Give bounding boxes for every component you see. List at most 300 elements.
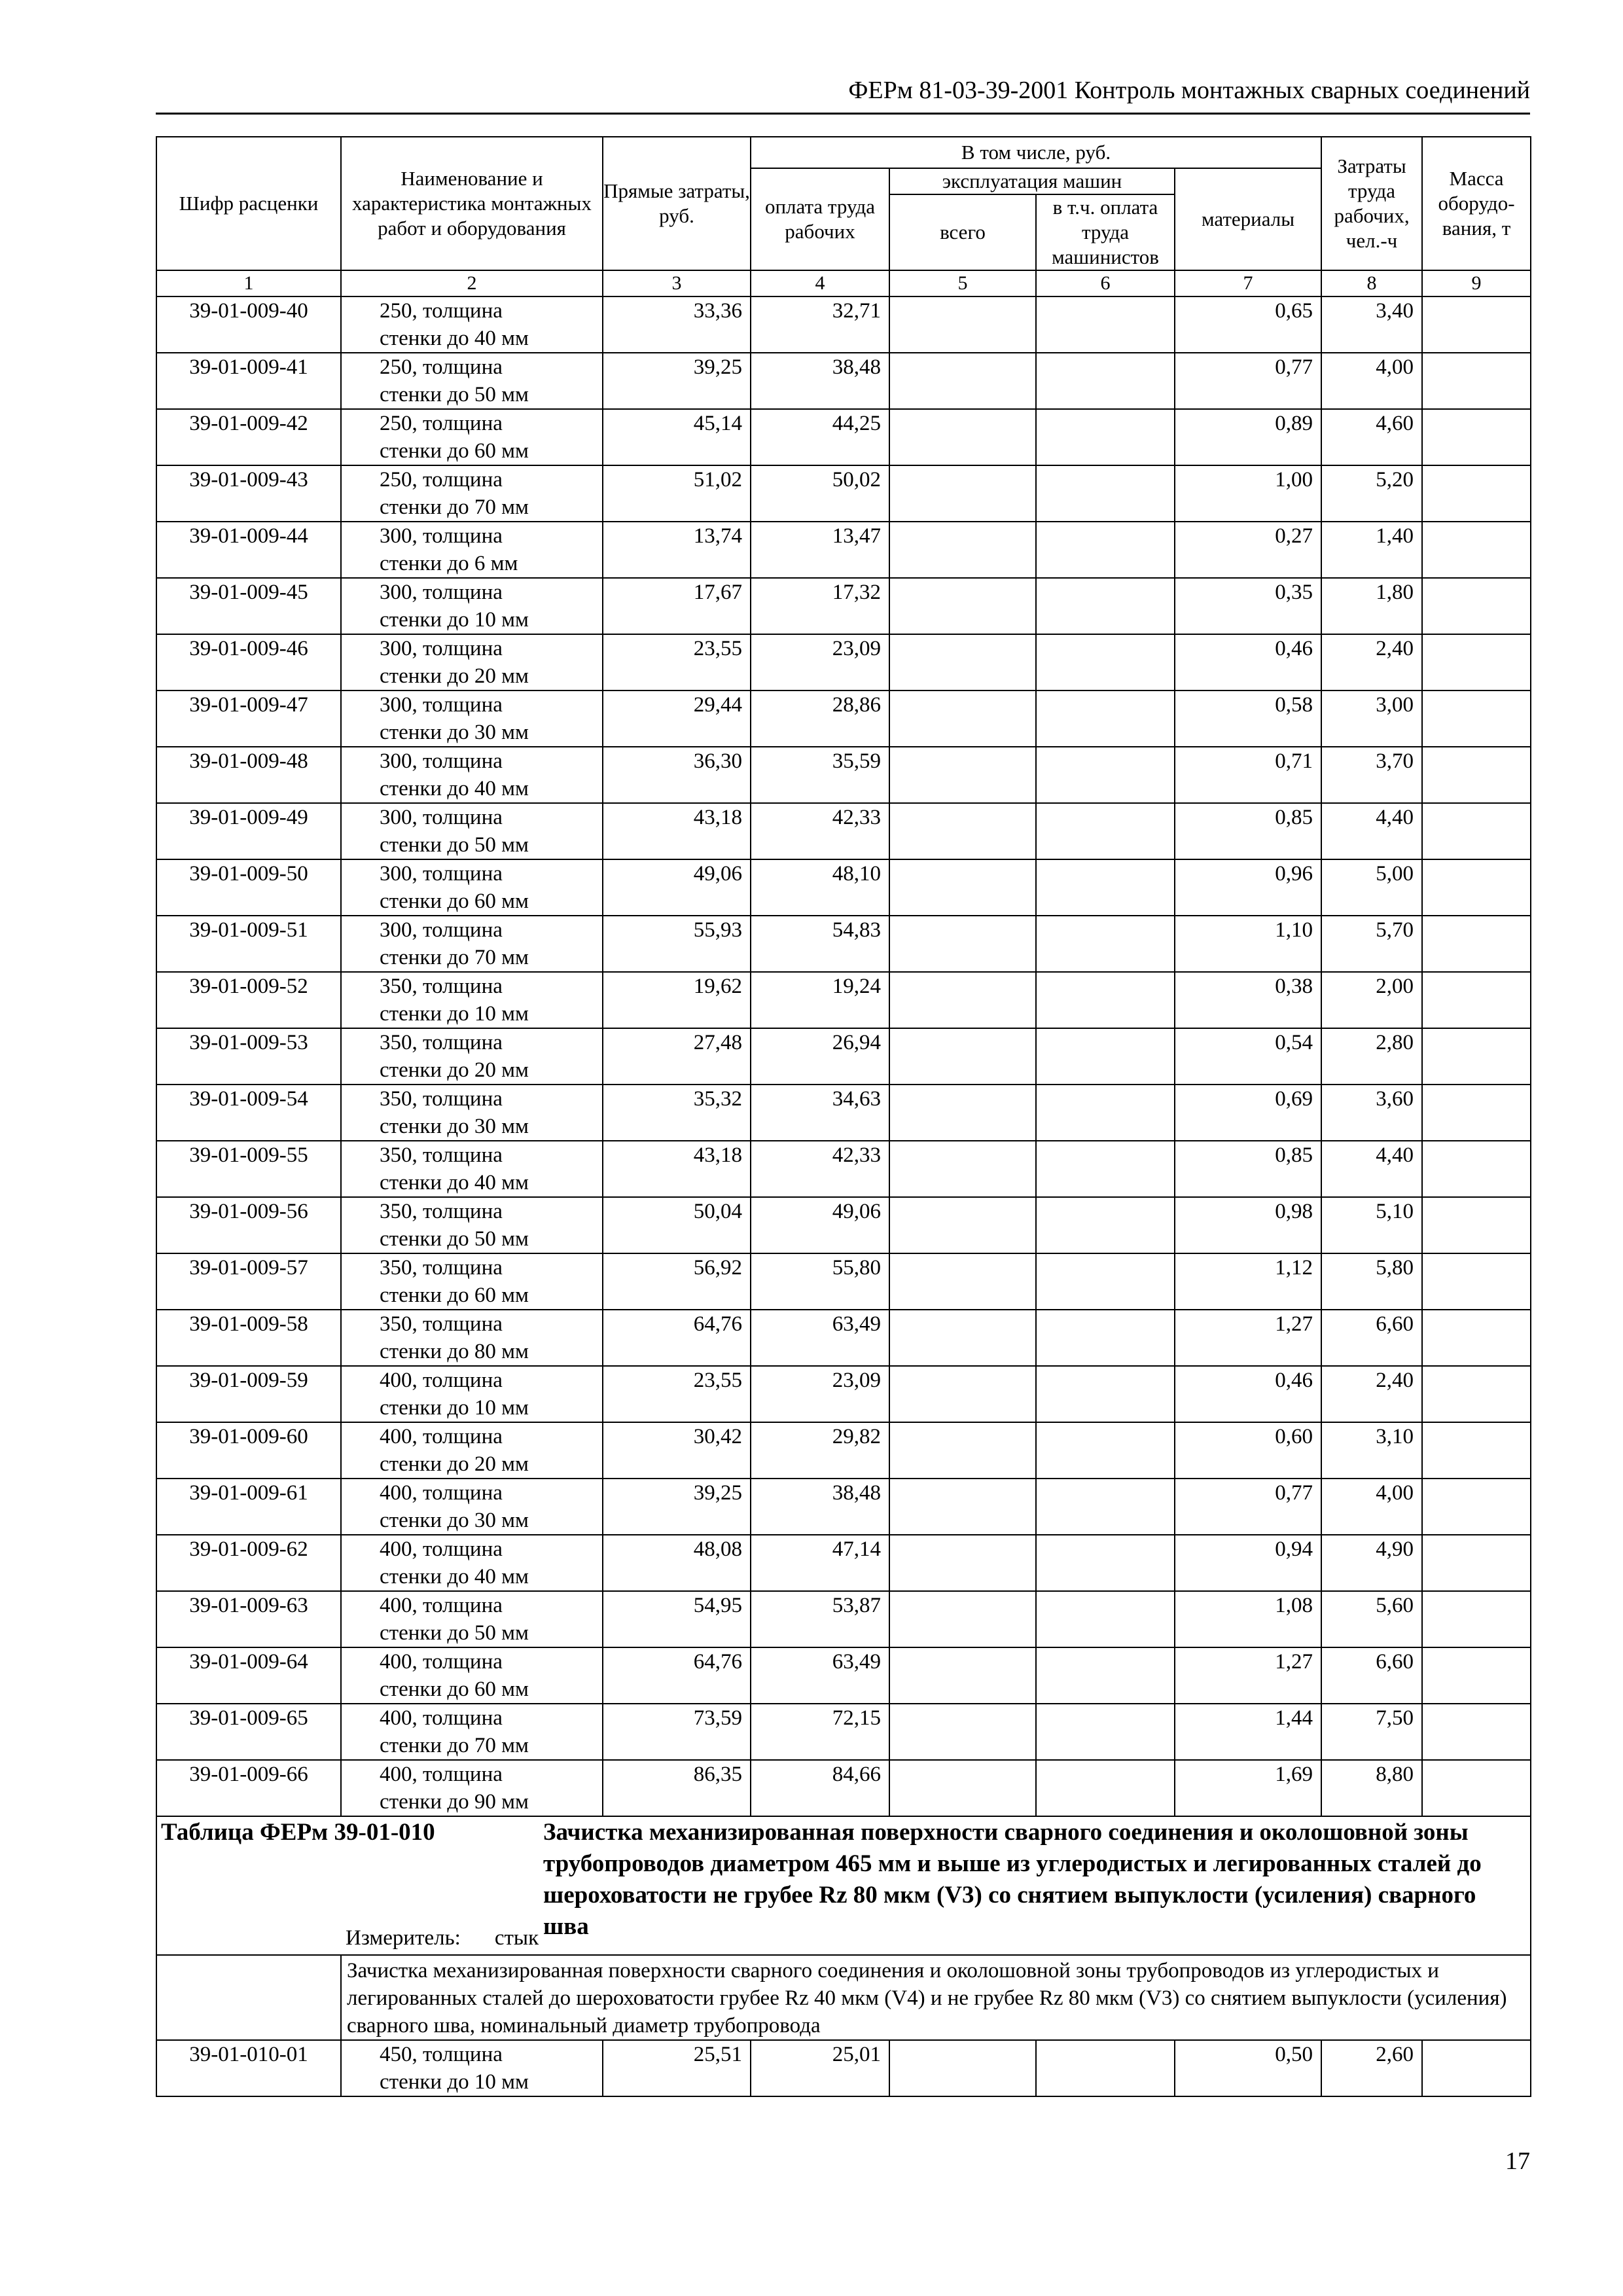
cell-name-line: стенки до 20 мм bbox=[380, 1452, 529, 1476]
description-row bbox=[156, 1955, 1531, 2040]
cell-direct: 33,36 bbox=[603, 296, 751, 353]
table-row bbox=[156, 691, 1531, 747]
cell-mass bbox=[1422, 578, 1531, 634]
cell-materials: 0,35 bbox=[1175, 578, 1321, 634]
cell-name-line: стенки до 60 мм bbox=[380, 889, 529, 913]
page-header bbox=[156, 73, 1530, 115]
cell-machines bbox=[889, 859, 1036, 916]
cell-labor: 4,00 bbox=[1321, 353, 1422, 409]
cell-direct: 51,02 bbox=[603, 465, 751, 522]
cell-wages: 72,15 bbox=[751, 1704, 889, 1760]
cell-wages: 42,33 bbox=[751, 1141, 889, 1197]
cell-wages: 26,94 bbox=[751, 1028, 889, 1085]
cell-materials: 0,85 bbox=[1175, 803, 1321, 859]
table-row bbox=[156, 634, 1531, 691]
cell-name-line: 400, толщина bbox=[380, 1706, 503, 1730]
cell-machines bbox=[889, 1085, 1036, 1141]
table-row bbox=[156, 1197, 1531, 1253]
cell-wages: 44,25 bbox=[751, 409, 889, 465]
cell-labor: 2,80 bbox=[1321, 1028, 1422, 1085]
table-section-header bbox=[156, 1816, 1531, 1955]
cell-direct: 39,25 bbox=[603, 353, 751, 409]
cell-direct: 64,76 bbox=[603, 1310, 751, 1366]
cell-name bbox=[341, 1760, 603, 1816]
cell-labor: 4,40 bbox=[1321, 1141, 1422, 1197]
description-code-cell bbox=[156, 1955, 341, 2040]
cell-wages: 42,33 bbox=[751, 803, 889, 859]
cell-name-line: стенки до 70 мм bbox=[380, 946, 529, 969]
cell-code: 39-01-009-55 bbox=[156, 1141, 341, 1197]
cell-name bbox=[341, 1197, 603, 1253]
cell-machinist-wages bbox=[1036, 747, 1175, 803]
cell-code: 39-01-009-66 bbox=[156, 1760, 341, 1816]
cell-labor: 5,70 bbox=[1321, 916, 1422, 972]
cell-name-line: 400, толщина bbox=[380, 1369, 503, 1392]
cell-machines bbox=[889, 1760, 1036, 1816]
cell-mass bbox=[1422, 1535, 1531, 1591]
cell-wages: 32,71 bbox=[751, 296, 889, 353]
cell-materials: 0,71 bbox=[1175, 747, 1321, 803]
table-label: Таблица ФЕРм 39-01-010 bbox=[161, 1819, 435, 1846]
cell-direct: 50,04 bbox=[603, 1197, 751, 1253]
cell-wages: 28,86 bbox=[751, 691, 889, 747]
cell-materials: 0,54 bbox=[1175, 1028, 1321, 1085]
column-number: 1 bbox=[156, 270, 341, 296]
cell-code: 39-01-009-64 bbox=[156, 1647, 341, 1704]
cell-name bbox=[341, 1141, 603, 1197]
cell-name-line: стенки до 40 мм bbox=[380, 327, 529, 350]
meter-value: стык bbox=[494, 1926, 539, 1950]
cell-name bbox=[341, 747, 603, 803]
cell-name-line: 350, толщина bbox=[380, 1312, 503, 1336]
cell-labor: 2,60 bbox=[1321, 2040, 1422, 2096]
cell-machines bbox=[889, 409, 1036, 465]
cell-mass bbox=[1422, 409, 1531, 465]
column-number: 9 bbox=[1422, 270, 1531, 296]
table-row bbox=[156, 296, 1531, 353]
cell-machinist-wages bbox=[1036, 1253, 1175, 1310]
cell-name-line: 250, толщина bbox=[380, 299, 503, 323]
cell-name-line: стенки до 60 мм bbox=[380, 1677, 529, 1701]
table-section-block bbox=[157, 1817, 1530, 1954]
cell-wages: 55,80 bbox=[751, 1253, 889, 1310]
cell-code: 39-01-009-47 bbox=[156, 691, 341, 747]
cell-machinist-wages bbox=[1036, 1366, 1175, 1422]
cell-name bbox=[341, 972, 603, 1028]
cell-code: 39-01-009-51 bbox=[156, 916, 341, 972]
cell-code: 39-01-009-65 bbox=[156, 1704, 341, 1760]
cell-code: 39-01-009-59 bbox=[156, 1366, 341, 1422]
cell-mass bbox=[1422, 1085, 1531, 1141]
cell-name bbox=[341, 803, 603, 859]
column-number: 2 bbox=[341, 270, 603, 296]
cell-mass bbox=[1422, 1704, 1531, 1760]
cell-code: 39-01-009-61 bbox=[156, 1479, 341, 1535]
cell-machinist-wages bbox=[1036, 1085, 1175, 1141]
cell-machines bbox=[889, 634, 1036, 691]
cell-machinist-wages bbox=[1036, 1647, 1175, 1704]
table-row bbox=[156, 578, 1531, 634]
cell-direct: 73,59 bbox=[603, 1704, 751, 1760]
cell-machinist-wages bbox=[1036, 1704, 1175, 1760]
cell-name-line: стенки до 40 мм bbox=[380, 1565, 529, 1588]
table-row bbox=[156, 972, 1531, 1028]
cell-wages: 53,87 bbox=[751, 1591, 889, 1647]
col-including-header: В том числе, руб. bbox=[751, 137, 1321, 168]
cell-labor: 4,60 bbox=[1321, 409, 1422, 465]
cell-labor: 5,80 bbox=[1321, 1253, 1422, 1310]
cell-wages: 50,02 bbox=[751, 465, 889, 522]
cell-machinist-wages bbox=[1036, 578, 1175, 634]
cell-name-line: 300, толщина bbox=[380, 918, 503, 942]
cell-name-line: стенки до 6 мм bbox=[380, 552, 518, 575]
cell-materials: 0,89 bbox=[1175, 409, 1321, 465]
cell-code: 39-01-009-44 bbox=[156, 522, 341, 578]
column-number: 6 bbox=[1036, 270, 1175, 296]
cell-code: 39-01-009-41 bbox=[156, 353, 341, 409]
cell-machinist-wages bbox=[1036, 1310, 1175, 1366]
cell-mass bbox=[1422, 691, 1531, 747]
cell-labor: 2,00 bbox=[1321, 972, 1422, 1028]
cell-mass bbox=[1422, 1422, 1531, 1479]
cell-labor: 8,80 bbox=[1321, 1760, 1422, 1816]
cell-labor: 3,10 bbox=[1321, 1422, 1422, 1479]
cell-materials: 0,77 bbox=[1175, 353, 1321, 409]
cell-name-line: 300, толщина bbox=[380, 806, 503, 829]
cell-machinist-wages bbox=[1036, 634, 1175, 691]
cell-machines bbox=[889, 2040, 1036, 2096]
table-row bbox=[156, 1591, 1531, 1647]
cell-wages: 49,06 bbox=[751, 1197, 889, 1253]
cell-name-line: 400, толщина bbox=[380, 1481, 503, 1505]
cell-materials: 1,69 bbox=[1175, 1760, 1321, 1816]
cell-mass bbox=[1422, 1647, 1531, 1704]
cell-labor: 6,60 bbox=[1321, 1647, 1422, 1704]
cell-machinist-wages bbox=[1036, 1479, 1175, 1535]
table-row bbox=[156, 1253, 1531, 1310]
cell-mass bbox=[1422, 1141, 1531, 1197]
cell-name bbox=[341, 1253, 603, 1310]
cell-name-line: 450, толщина bbox=[380, 2043, 503, 2066]
cell-labor: 3,40 bbox=[1321, 296, 1422, 353]
cell-wages: 35,59 bbox=[751, 747, 889, 803]
cell-materials: 0,46 bbox=[1175, 634, 1321, 691]
cell-machines bbox=[889, 916, 1036, 972]
cell-machines bbox=[889, 1647, 1036, 1704]
cell-mass bbox=[1422, 972, 1531, 1028]
cell-wages: 25,01 bbox=[751, 2040, 889, 2096]
cell-mass bbox=[1422, 859, 1531, 916]
cell-name-line: стенки до 40 мм bbox=[380, 1171, 529, 1194]
cell-machines bbox=[889, 465, 1036, 522]
cell-machinist-wages bbox=[1036, 859, 1175, 916]
cell-wages: 47,14 bbox=[751, 1535, 889, 1591]
cell-name bbox=[341, 1704, 603, 1760]
table-row bbox=[156, 859, 1531, 916]
cell-mass bbox=[1422, 1028, 1531, 1085]
cell-name bbox=[341, 691, 603, 747]
cell-materials: 0,65 bbox=[1175, 296, 1321, 353]
cell-materials: 1,44 bbox=[1175, 1704, 1321, 1760]
meter-label: Измеритель: bbox=[346, 1926, 461, 1950]
cell-materials: 1,00 bbox=[1175, 465, 1321, 522]
column-numbers-row bbox=[156, 270, 1531, 296]
cell-machinist-wages bbox=[1036, 1760, 1175, 1816]
cell-name bbox=[341, 409, 603, 465]
cell-direct: 86,35 bbox=[603, 1760, 751, 1816]
cell-code: 39-01-009-53 bbox=[156, 1028, 341, 1085]
cell-name-line: 300, толщина bbox=[380, 749, 503, 773]
cell-wages: 23,09 bbox=[751, 634, 889, 691]
cell-wages: 23,09 bbox=[751, 1366, 889, 1422]
table-row bbox=[156, 353, 1531, 409]
cell-mass bbox=[1422, 296, 1531, 353]
cell-labor: 3,00 bbox=[1321, 691, 1422, 747]
cell-machines bbox=[889, 296, 1036, 353]
cell-machines bbox=[889, 1197, 1036, 1253]
cell-name bbox=[341, 1647, 603, 1704]
table-row bbox=[156, 409, 1531, 465]
cell-mass bbox=[1422, 1760, 1531, 1816]
cell-machinist-wages bbox=[1036, 296, 1175, 353]
cell-name-line: 350, толщина bbox=[380, 975, 503, 998]
cell-direct: 23,55 bbox=[603, 1366, 751, 1422]
col-name-header: Наименование и характеристика монтажных работ и оборудования bbox=[341, 137, 603, 270]
cell-labor: 4,40 bbox=[1321, 803, 1422, 859]
cell-name bbox=[341, 1085, 603, 1141]
cell-labor: 2,40 bbox=[1321, 634, 1422, 691]
cell-materials: 1,27 bbox=[1175, 1310, 1321, 1366]
cell-materials: 0,46 bbox=[1175, 1366, 1321, 1422]
cell-mass bbox=[1422, 353, 1531, 409]
cell-machines bbox=[889, 1253, 1036, 1310]
cell-name-line: стенки до 50 мм bbox=[380, 833, 529, 857]
cell-wages: 19,24 bbox=[751, 972, 889, 1028]
table-row bbox=[156, 916, 1531, 972]
table-section-cell bbox=[156, 1816, 1531, 1955]
cell-machinist-wages bbox=[1036, 803, 1175, 859]
cell-name-line: стенки до 60 мм bbox=[380, 439, 529, 463]
cell-name bbox=[341, 1479, 603, 1535]
cell-labor: 4,00 bbox=[1321, 1479, 1422, 1535]
cell-mass bbox=[1422, 1310, 1531, 1366]
cell-name-line: стенки до 40 мм bbox=[380, 777, 529, 800]
table-row bbox=[156, 1647, 1531, 1704]
cell-mass bbox=[1422, 1253, 1531, 1310]
cell-wages: 54,83 bbox=[751, 916, 889, 972]
cell-code: 39-01-009-45 bbox=[156, 578, 341, 634]
cell-labor: 5,10 bbox=[1321, 1197, 1422, 1253]
cell-wages: 38,48 bbox=[751, 353, 889, 409]
cell-mass bbox=[1422, 465, 1531, 522]
cell-name bbox=[341, 353, 603, 409]
cell-code: 39-01-009-58 bbox=[156, 1310, 341, 1366]
section-description: Зачистка механизированная поверхности сварного соединения и околошовной зоны трубопроводов из углеродистых и легированных сталей до шероховатости грубее Rz 40 мкм (V4) и не грубее Rz 80 мкм (V3) со снятием выпуклости (усиления) сварного шва, номинальный диаметр трубопровода bbox=[341, 1955, 1531, 2040]
cell-mass bbox=[1422, 634, 1531, 691]
cell-code: 39-01-009-43 bbox=[156, 465, 341, 522]
cell-name bbox=[341, 1422, 603, 1479]
cell-name bbox=[341, 522, 603, 578]
cell-materials: 1,08 bbox=[1175, 1591, 1321, 1647]
meter-row bbox=[346, 1924, 573, 1952]
cell-machinist-wages bbox=[1036, 1422, 1175, 1479]
cell-labor: 5,20 bbox=[1321, 465, 1422, 522]
cell-mass bbox=[1422, 1591, 1531, 1647]
table-row bbox=[156, 1028, 1531, 1085]
cell-name bbox=[341, 1535, 603, 1591]
cell-name bbox=[341, 578, 603, 634]
cell-wages: 48,10 bbox=[751, 859, 889, 916]
page-number: 17 bbox=[1505, 2147, 1530, 2175]
column-number: 4 bbox=[751, 270, 889, 296]
cell-code: 39-01-009-56 bbox=[156, 1197, 341, 1253]
cell-name-line: 250, толщина bbox=[380, 468, 503, 492]
table-row bbox=[156, 1479, 1531, 1535]
cell-name-line: стенки до 20 мм bbox=[380, 1058, 529, 1082]
col-materials-header: материалы bbox=[1175, 168, 1321, 270]
cell-labor: 2,40 bbox=[1321, 1366, 1422, 1422]
cell-direct: 30,42 bbox=[603, 1422, 751, 1479]
cell-mass bbox=[1422, 803, 1531, 859]
cell-code: 39-01-009-52 bbox=[156, 972, 341, 1028]
table-row bbox=[156, 2040, 1531, 2096]
cell-direct: 48,08 bbox=[603, 1535, 751, 1591]
col-direct-header: Прямые затраты, руб. bbox=[603, 137, 751, 270]
cell-materials: 1,10 bbox=[1175, 916, 1321, 972]
cell-name-line: стенки до 90 мм bbox=[380, 1790, 529, 1814]
cell-code: 39-01-009-63 bbox=[156, 1591, 341, 1647]
cell-machines bbox=[889, 1591, 1036, 1647]
cell-machines bbox=[889, 1141, 1036, 1197]
cell-code: 39-01-009-62 bbox=[156, 1535, 341, 1591]
cell-machinist-wages bbox=[1036, 353, 1175, 409]
cell-name-line: стенки до 50 мм bbox=[380, 1227, 529, 1251]
cell-direct: 25,51 bbox=[603, 2040, 751, 2096]
cell-mass bbox=[1422, 916, 1531, 972]
cell-machinist-wages bbox=[1036, 409, 1175, 465]
cell-name bbox=[341, 1028, 603, 1085]
table-row bbox=[156, 1422, 1531, 1479]
col-code-header: Шифр расценки bbox=[156, 137, 341, 270]
cell-name-line: 400, толщина bbox=[380, 1763, 503, 1786]
cell-direct: 36,30 bbox=[603, 747, 751, 803]
table-row bbox=[156, 465, 1531, 522]
cell-name-line: стенки до 10 мм bbox=[380, 1002, 529, 1026]
table-row bbox=[156, 1366, 1531, 1422]
cell-code: 39-01-009-50 bbox=[156, 859, 341, 916]
cell-name bbox=[341, 1366, 603, 1422]
cell-machinist-wages bbox=[1036, 522, 1175, 578]
cell-name bbox=[341, 2040, 603, 2096]
cell-machinist-wages bbox=[1036, 2040, 1175, 2096]
table-body bbox=[156, 137, 1531, 2096]
cell-machinist-wages bbox=[1036, 465, 1175, 522]
cell-name-line: 300, толщина bbox=[380, 581, 503, 604]
cell-name bbox=[341, 634, 603, 691]
cell-name-line: 250, толщина bbox=[380, 355, 503, 379]
cell-mass bbox=[1422, 1197, 1531, 1253]
cell-name-line: 350, толщина bbox=[380, 1087, 503, 1111]
cell-code: 39-01-009-60 bbox=[156, 1422, 341, 1479]
column-number: 5 bbox=[889, 270, 1036, 296]
cell-wages: 17,32 bbox=[751, 578, 889, 634]
column-number: 7 bbox=[1175, 270, 1321, 296]
cell-direct: 55,93 bbox=[603, 916, 751, 972]
cell-materials: 0,60 bbox=[1175, 1422, 1321, 1479]
cell-name-line: 250, толщина bbox=[380, 412, 503, 435]
cell-name-line: стенки до 80 мм bbox=[380, 1340, 529, 1363]
cell-name-line: 400, толщина bbox=[380, 1537, 503, 1561]
column-number: 8 bbox=[1321, 270, 1422, 296]
cell-mass bbox=[1422, 747, 1531, 803]
cell-machinist-wages bbox=[1036, 1591, 1175, 1647]
cell-name bbox=[341, 465, 603, 522]
cell-name-line: стенки до 10 мм bbox=[380, 608, 529, 632]
cell-machines bbox=[889, 747, 1036, 803]
col-labor-header: Затраты труда рабочих, чел.-ч bbox=[1321, 137, 1422, 270]
cell-name-line: 350, толщина bbox=[380, 1143, 503, 1167]
cell-machines bbox=[889, 1479, 1036, 1535]
cell-name bbox=[341, 1591, 603, 1647]
cell-direct: 19,62 bbox=[603, 972, 751, 1028]
cell-machines bbox=[889, 1422, 1036, 1479]
cell-name-line: стенки до 50 мм bbox=[380, 1621, 529, 1645]
cell-code: 39-01-009-49 bbox=[156, 803, 341, 859]
cell-mass bbox=[1422, 1479, 1531, 1535]
cell-name-line: 400, толщина bbox=[380, 1594, 503, 1617]
cell-labor: 5,60 bbox=[1321, 1591, 1422, 1647]
cell-code: 39-01-009-48 bbox=[156, 747, 341, 803]
cell-labor: 1,40 bbox=[1321, 522, 1422, 578]
cell-code: 39-01-010-01 bbox=[156, 2040, 341, 2096]
cell-direct: 43,18 bbox=[603, 1141, 751, 1197]
column-number: 3 bbox=[603, 270, 751, 296]
cell-direct: 64,76 bbox=[603, 1647, 751, 1704]
cell-code: 39-01-009-40 bbox=[156, 296, 341, 353]
cell-materials: 0,94 bbox=[1175, 1535, 1321, 1591]
cell-materials: 1,12 bbox=[1175, 1253, 1321, 1310]
cell-labor: 6,60 bbox=[1321, 1310, 1422, 1366]
price-table bbox=[156, 136, 1531, 2097]
cell-labor: 7,50 bbox=[1321, 1704, 1422, 1760]
col-wages-header: оплата труда рабочих bbox=[751, 168, 889, 270]
cell-name-line: 350, толщина bbox=[380, 1256, 503, 1280]
table-title: Зачистка механизированная поверхности сварного соединения и околошовной зоны трубопроводов диаметром 465 мм и выше из углеродистых и легированных сталей до шероховатости не грубее Rz 80 мкм (V3) со снятием выпуклости (усиления) сварного шва bbox=[543, 1819, 1482, 1940]
cell-materials: 0,50 bbox=[1175, 2040, 1321, 2096]
cell-direct: 54,95 bbox=[603, 1591, 751, 1647]
cell-labor: 3,60 bbox=[1321, 1085, 1422, 1141]
cell-materials: 0,85 bbox=[1175, 1141, 1321, 1197]
cell-name-line: 350, толщина bbox=[380, 1031, 503, 1054]
table-row bbox=[156, 522, 1531, 578]
cell-labor: 1,80 bbox=[1321, 578, 1422, 634]
cell-machines bbox=[889, 1535, 1036, 1591]
cell-labor: 3,70 bbox=[1321, 747, 1422, 803]
table-row bbox=[156, 1310, 1531, 1366]
cell-code: 39-01-009-42 bbox=[156, 409, 341, 465]
cell-materials: 1,27 bbox=[1175, 1647, 1321, 1704]
table-row bbox=[156, 1704, 1531, 1760]
cell-machines bbox=[889, 1704, 1036, 1760]
cell-name-line: 300, толщина bbox=[380, 524, 503, 548]
cell-name-line: стенки до 70 мм bbox=[380, 495, 529, 519]
cell-machinist-wages bbox=[1036, 1197, 1175, 1253]
cell-labor: 5,00 bbox=[1321, 859, 1422, 916]
table-row bbox=[156, 747, 1531, 803]
cell-name-line: стенки до 30 мм bbox=[380, 1115, 529, 1138]
cell-machinist-wages bbox=[1036, 916, 1175, 972]
cell-materials: 0,27 bbox=[1175, 522, 1321, 578]
